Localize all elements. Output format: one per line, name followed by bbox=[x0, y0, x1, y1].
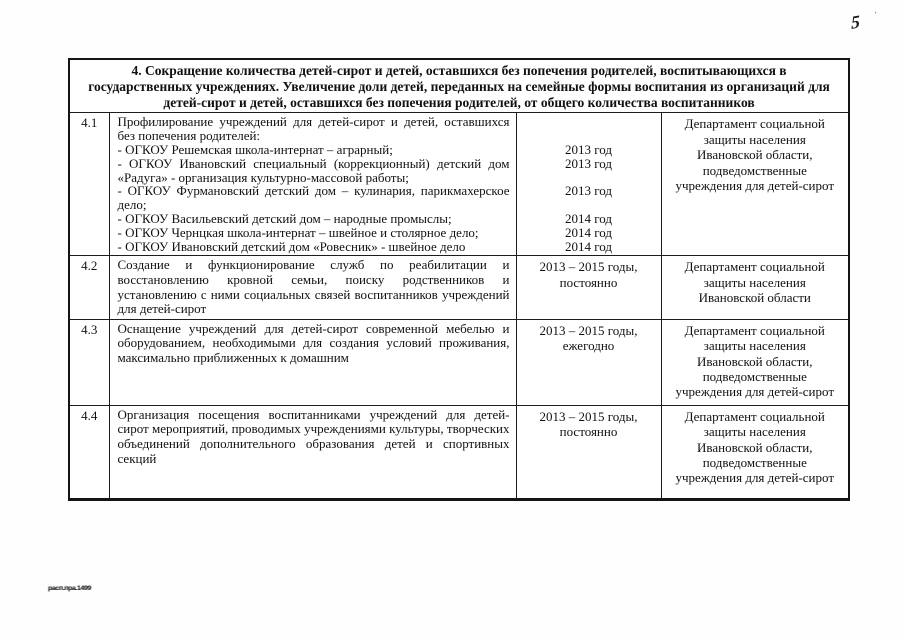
text-line: «Радуга» - организация культурно-массовой работы; bbox=[117, 169, 409, 185]
text-line bbox=[524, 115, 654, 129]
text-line: 2014 год bbox=[565, 238, 612, 254]
responsible-cell: Департамент социальной защиты населения Ивановской области bbox=[661, 256, 849, 319]
section-header-text: 4. Сокращение количества детей-сирот и детей, оставшихся без попечения родителей, воспитывающихся в государственных учреждениях. Увеличение доли детей, переданных на семейные формы воспитания из организаций для детей-сирот и детей, оставшихся без попечения родителей, от общего количества воспитанников bbox=[69, 59, 849, 113]
text-line bbox=[524, 171, 654, 185]
activity-cell bbox=[109, 113, 516, 256]
table-row bbox=[69, 113, 849, 256]
text-line: 2014 год bbox=[565, 224, 612, 240]
table-row bbox=[69, 319, 849, 405]
program-activities-table bbox=[68, 58, 850, 501]
activity-cell: Оснащение учреждений для детей-сирот современной мебелью и оборудованием, необходимыми для создания условий проживания, максимально приближенных к домашним bbox=[109, 319, 516, 405]
responsible-cell: Департамент социальной защиты населения Ивановской области, подведомственные учреждения для детей-сирот bbox=[661, 405, 849, 499]
row-number: 4.2 bbox=[69, 256, 109, 319]
text-line: дело; bbox=[117, 197, 147, 213]
text-line: - ОГКОУ Васильевский детский дом – народные промыслы; bbox=[117, 210, 452, 226]
row-number: 4.4 bbox=[69, 405, 109, 499]
text-line: - ОГКОУ Фурмановский детский дом – кулинария, парикмахерское bbox=[117, 183, 510, 199]
responsible-cell: Департамент социальной защиты населения Ивановской области, подведомственные учреждения для детей-сирот bbox=[661, 319, 849, 405]
table-row bbox=[69, 256, 849, 319]
period-cell: 2013 – 2015 годы, постоянно bbox=[516, 405, 661, 499]
text-line: - ОГКОУ Ивановский специальный (коррекционный) детский дом bbox=[117, 155, 510, 171]
text-line: - ОГКОУ Чернцкая школа-интернат – швейное и столярное дело; bbox=[117, 224, 479, 240]
period-cell bbox=[516, 113, 661, 256]
period-cell: 2013 – 2015 годы, ежегодно bbox=[516, 319, 661, 405]
period-cell: 2013 – 2015 годы, постоянно bbox=[516, 256, 661, 319]
row-number: 4.1 bbox=[69, 113, 109, 256]
text-line: 2013 год bbox=[565, 155, 612, 171]
text-line: без попечения родителей: bbox=[117, 128, 261, 144]
activity-cell: Создание и функционирование служб по реабилитации и восстановлению кровной семьи, поиску родственников и установлению с ними социальных связей воспитанников учреждений для детей-сирот bbox=[109, 256, 516, 319]
text-line: - ОГКОУ Решемская школа-интернат – аграрный; bbox=[117, 141, 393, 157]
text-line: - ОГКОУ Ивановский детский дом «Ровесник» - швейное дело bbox=[117, 238, 466, 254]
text-line: 2013 год bbox=[565, 183, 612, 199]
table-row bbox=[69, 405, 849, 499]
handwritten-page-number: 5 bbox=[850, 11, 861, 33]
pen-mark: ` bbox=[871, 9, 878, 21]
table-section-header-row bbox=[69, 59, 849, 113]
text-line: 2014 год bbox=[565, 210, 612, 226]
row-number: 4.3 bbox=[69, 319, 109, 405]
footer-stamp: расп.пра.1499 bbox=[48, 585, 91, 592]
text-line bbox=[524, 129, 654, 143]
responsible-cell: Департамент социальной защиты населения Ивановской области, подведомственные учреждения для детей-сирот bbox=[661, 113, 849, 256]
text-line: 2013 год bbox=[565, 141, 612, 157]
activity-cell: Организация посещения воспитанниками учреждений для детей-сирот мероприятий, проводимых учреждениями культуры, творческих объединений дополнительного образования детей и спортивных секций bbox=[109, 405, 516, 499]
text-line: Профилирование учреждений для детей-сирот и детей, оставшихся bbox=[117, 114, 510, 130]
text-line bbox=[524, 198, 654, 212]
